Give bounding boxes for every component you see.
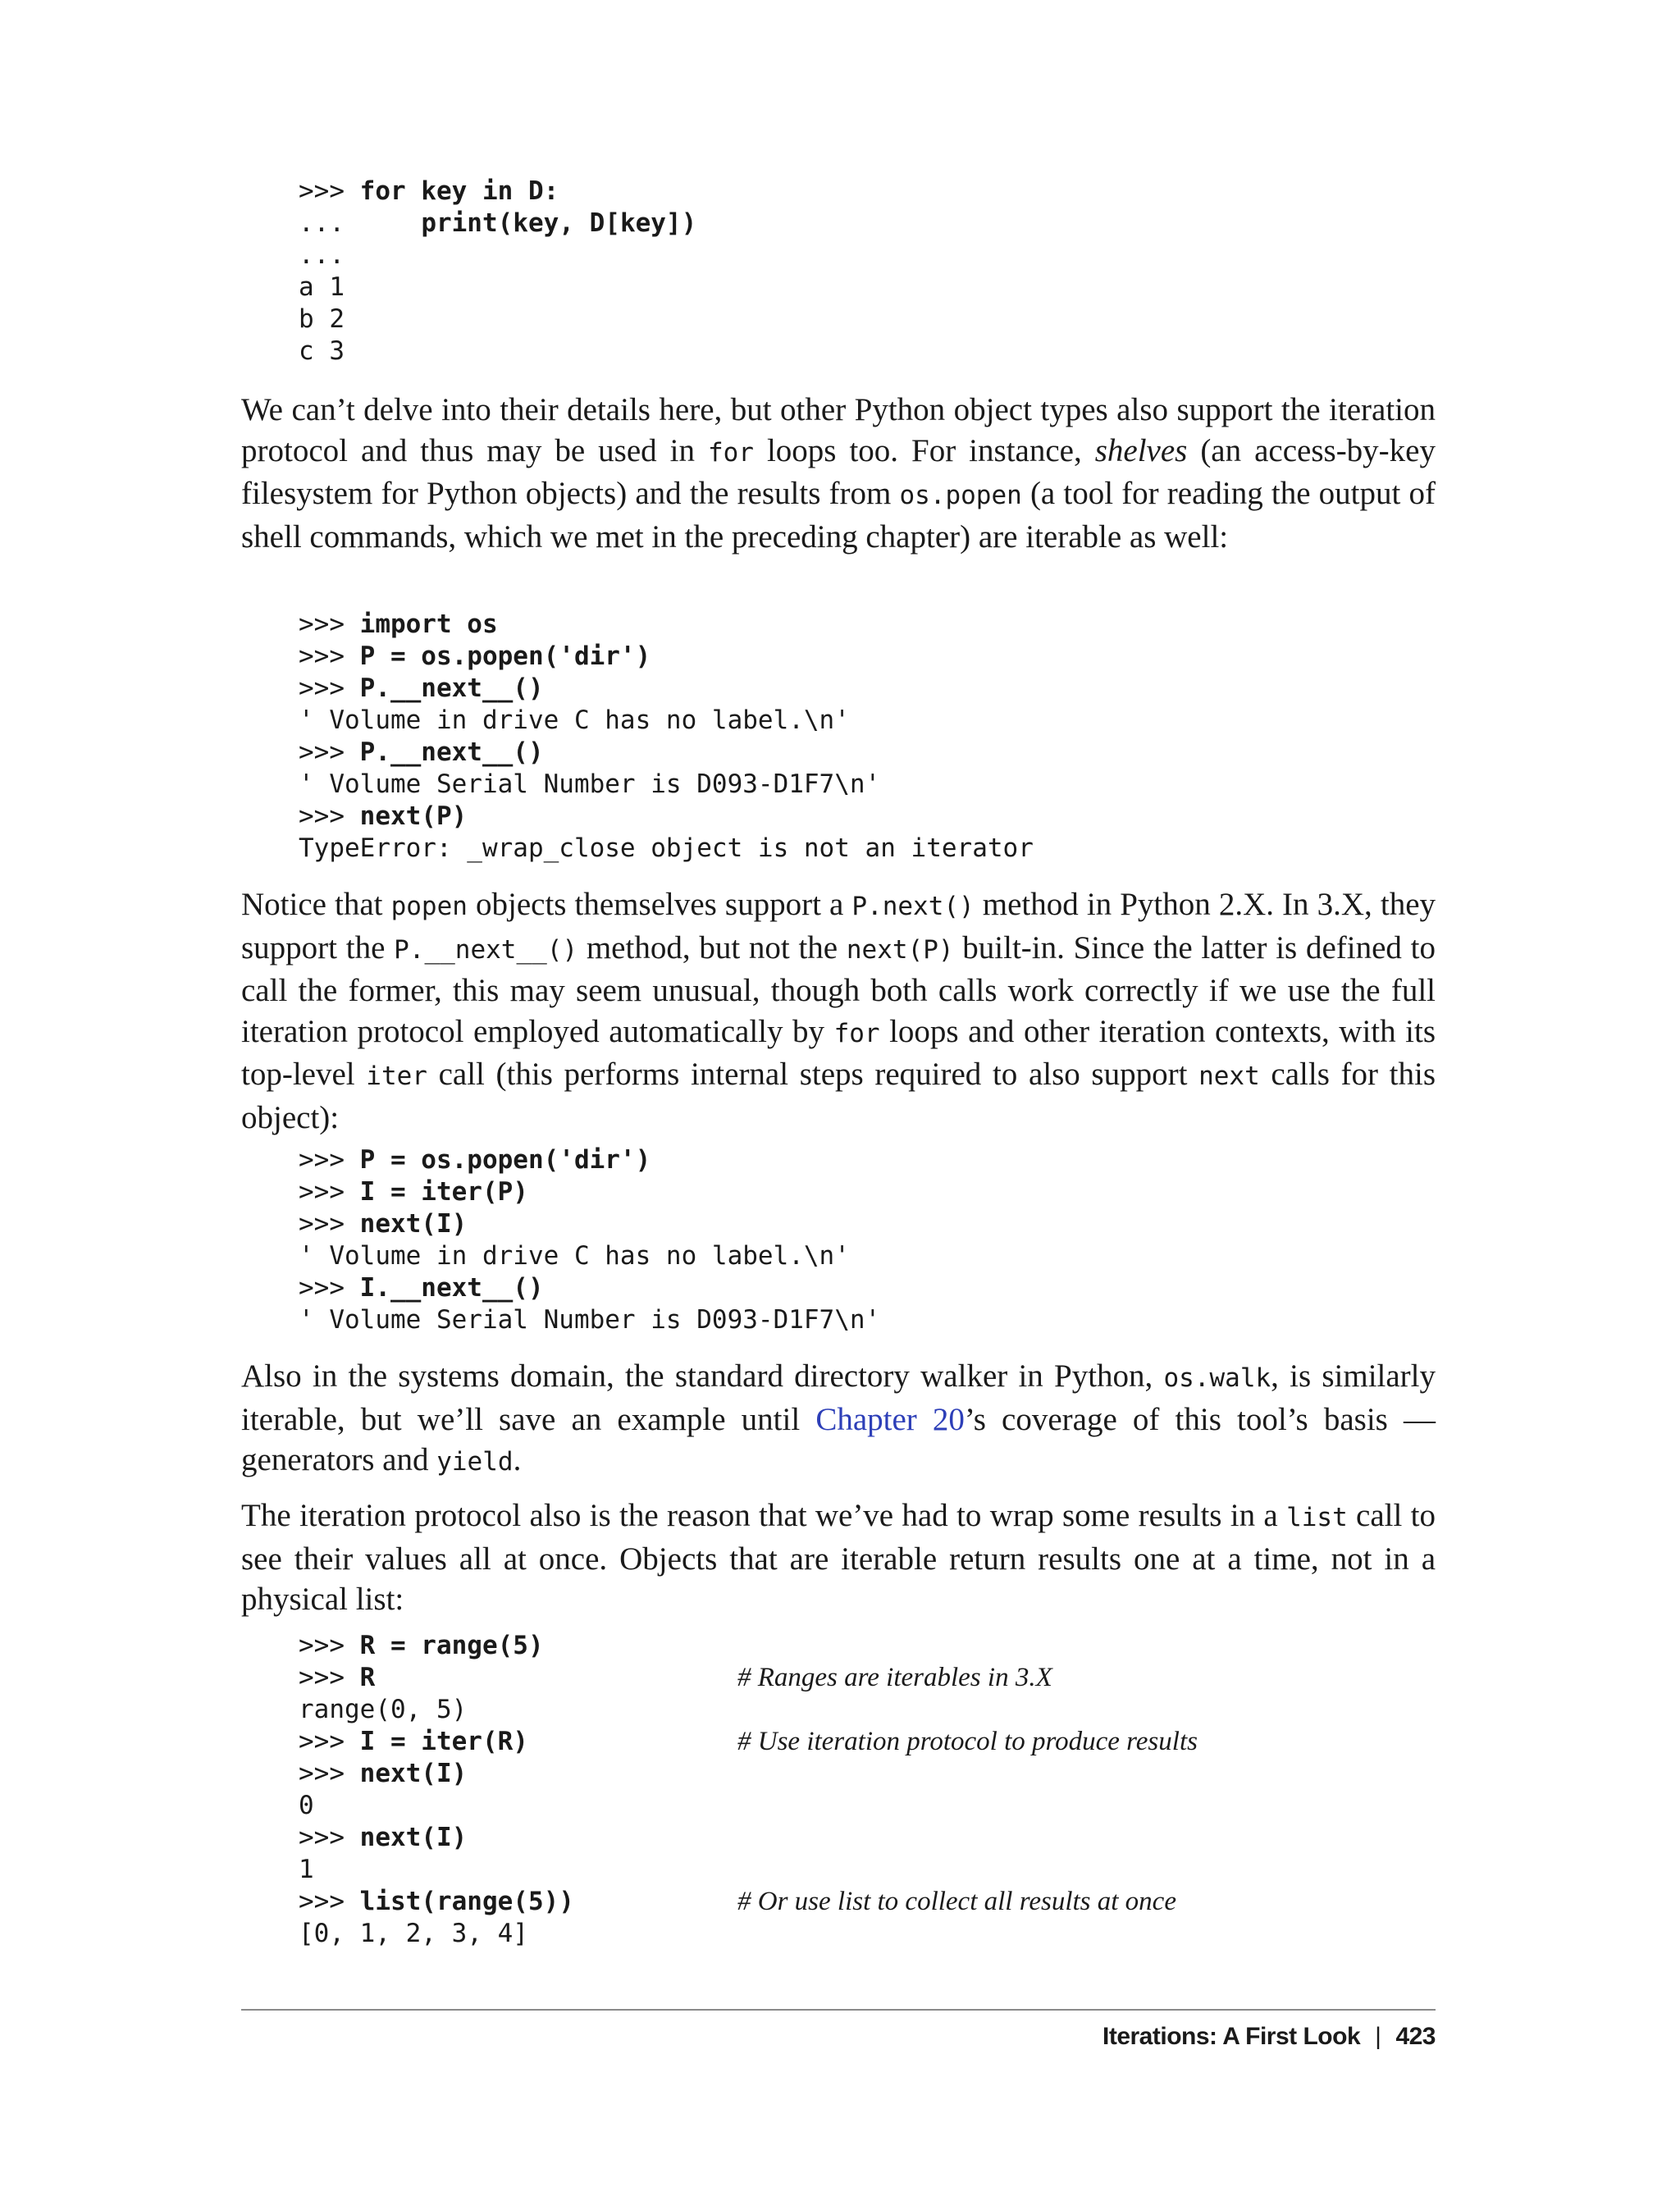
code-input: print(key, D[key]) [421, 208, 697, 238]
text-run: loops too. For instance, [753, 432, 1095, 468]
code-prompt: >>> [299, 1209, 360, 1239]
code-line [299, 1662, 1052, 1694]
code-input: for key in D: [359, 176, 559, 206]
text-run: objects themselves support a [467, 887, 852, 922]
inline-code: next(P) [846, 934, 954, 965]
code-line [299, 1822, 574, 1854]
code-output: 1 [299, 1855, 314, 1884]
inline-code: os.walk [1163, 1363, 1271, 1393]
code-prompt: >>> [299, 176, 360, 206]
code-output: [0, 1, 2, 3, 4] [299, 1919, 528, 1948]
paragraph [241, 884, 1436, 1138]
text-run: built-in. Since the latter is defined to call the former, this may seem unusual, though both calls work correctly if we use the full iteration protocol employed automatically by [241, 929, 1436, 1049]
code-input: P.__next__() [359, 673, 544, 703]
code-input: next(I) [359, 1209, 468, 1239]
text-run: (an access-by-key filesystem for Python objects) and the results from [241, 432, 1436, 511]
code-output: a 1 [299, 272, 345, 302]
code-prompt: >>> [299, 1273, 360, 1303]
inline-code: P.__next__() [394, 934, 578, 965]
code-input: I.__next__() [359, 1273, 544, 1303]
inline-code: yield [436, 1447, 514, 1477]
code-comment: # Ranges are iterables in 3.X [737, 1663, 1052, 1692]
code-prompt: ... [299, 208, 422, 238]
text-run: (a tool for reading the output of shell commands, which we met in the preceding chapter) are iterable as well: [241, 476, 1436, 555]
code-input: I = iter(R) [359, 1727, 528, 1756]
code-input: R [359, 1663, 376, 1692]
code-line [299, 1240, 880, 1272]
code-input: next(I) [359, 1823, 468, 1852]
paragraph [241, 390, 1436, 557]
inline-code: iter [366, 1061, 427, 1091]
text-run: loops and other iteration contexts, with its top-level [241, 1013, 1436, 1092]
text-run: , is similarly iterable, but we’ll save an example until [241, 1358, 1436, 1437]
code-line [299, 1144, 880, 1176]
code-line [299, 833, 1034, 865]
code-line [299, 705, 1034, 737]
code-input: next(I) [359, 1759, 468, 1788]
code-line [299, 1176, 880, 1208]
code-line [299, 1272, 880, 1304]
code-prompt: ... [299, 240, 345, 270]
code-line [299, 737, 1034, 769]
code-line [299, 1854, 574, 1886]
running-title: Iterations: A First Look [1102, 2023, 1361, 2050]
emphasis: shelves [1094, 432, 1188, 468]
code-line [299, 304, 696, 336]
code-output: b 2 [299, 304, 345, 334]
code-output: 0 [299, 1791, 314, 1820]
code-block [299, 1144, 880, 1336]
code-input: P.__next__() [359, 737, 544, 767]
code-prompt: >>> [299, 1727, 360, 1756]
code-input: next(P) [359, 801, 468, 831]
code-line [299, 1304, 880, 1336]
text-run: We can’t delve into their details here, but other Python object types also support the iteration protocol and thus may be used in [241, 392, 1436, 468]
code-line [299, 801, 1034, 833]
inline-code: os.popen [899, 481, 1022, 510]
text-run: ’s coverage of this tool’s basis —generators and [241, 1401, 1436, 1477]
code-prompt: >>> [299, 609, 360, 639]
code-block [299, 176, 696, 368]
code-line [299, 1630, 574, 1662]
text-run: Also in the systems domain, the standard directory walker in Python, [241, 1358, 1164, 1394]
inline-code: for [707, 437, 754, 468]
code-input: I = iter(P) [359, 1177, 528, 1207]
text-run: The iteration protocol also is the reason that we’ve had to wrap some results in a [241, 1498, 1287, 1533]
text-run: calls for this object): [241, 1057, 1436, 1135]
code-line [299, 769, 1034, 801]
text-run: call to see their values all at once. Objects that are iterable return results one at a time, not in a physical list: [241, 1498, 1436, 1617]
code-input: R = range(5) [359, 1631, 544, 1660]
inline-code: next [1198, 1061, 1260, 1091]
code-line [299, 1694, 574, 1726]
code-block [299, 1630, 1198, 1950]
code-line [299, 609, 1034, 641]
code-line [299, 641, 1034, 673]
code-prompt: >>> [299, 1823, 360, 1852]
code-line [299, 1758, 574, 1790]
code-prompt: >>> [299, 1145, 360, 1175]
code-output: TypeError: _wrap_close object is not an iterator [299, 833, 1034, 863]
code-line [299, 1918, 574, 1950]
inline-code: P.next() [851, 892, 975, 921]
code-comment: # Use iteration protocol to produce results [737, 1727, 1198, 1756]
text-run: method, but not the [578, 929, 847, 966]
code-output: ' Volume in drive C has no label.\n' [299, 705, 850, 735]
text-run: method in Python 2.X. In 3.X, they support the [241, 887, 1436, 966]
code-prompt: >>> [299, 673, 360, 703]
code-line [299, 1208, 880, 1240]
chapter-link[interactable]: Chapter 20 [815, 1401, 965, 1437]
paragraph [241, 1495, 1436, 1620]
code-block [299, 609, 1034, 865]
code-line [299, 208, 696, 240]
code-output: c 3 [299, 336, 345, 366]
code-line [299, 1726, 1198, 1758]
footer-rule [241, 2009, 1436, 2011]
code-line [299, 1886, 1176, 1918]
code-input: P = os.popen('dir') [359, 641, 651, 671]
code-prompt: >>> [299, 1887, 360, 1916]
paragraph [241, 1356, 1436, 1483]
inline-code: popen [390, 892, 468, 921]
code-prompt: >>> [299, 641, 360, 671]
inline-code: list [1286, 1503, 1348, 1532]
code-input: P = os.popen('dir') [359, 1145, 651, 1175]
code-line [299, 1790, 574, 1822]
code-prompt: >>> [299, 1663, 360, 1692]
page-number: 423 [1395, 2023, 1436, 2050]
text-run: call (this performs internal steps required to also support [427, 1057, 1199, 1092]
code-prompt: >>> [299, 801, 360, 831]
code-line [299, 336, 696, 368]
page-footer [1102, 2023, 1436, 2051]
code-output: ' Volume Serial Number is D093-D1F7\n' [299, 1305, 881, 1335]
code-line [299, 673, 1034, 705]
footer-separator: | [1375, 2023, 1381, 2050]
code-prompt: >>> [299, 737, 360, 767]
code-prompt: >>> [299, 1631, 360, 1660]
code-input: list(range(5)) [359, 1887, 574, 1916]
code-comment: # Or use list to collect all results at once [737, 1887, 1176, 1916]
code-line [299, 176, 696, 208]
text-run: Notice that [241, 887, 391, 922]
code-output: ' Volume Serial Number is D093-D1F7\n' [299, 769, 881, 799]
code-input: import os [359, 609, 498, 639]
code-line [299, 272, 696, 304]
code-line [299, 240, 696, 272]
inline-code: for [833, 1018, 880, 1048]
code-prompt: >>> [299, 1177, 360, 1207]
text-run: . [513, 1442, 522, 1477]
code-output: ' Volume in drive C has no label.\n' [299, 1241, 850, 1271]
code-output: range(0, 5) [299, 1695, 468, 1724]
code-prompt: >>> [299, 1759, 360, 1788]
